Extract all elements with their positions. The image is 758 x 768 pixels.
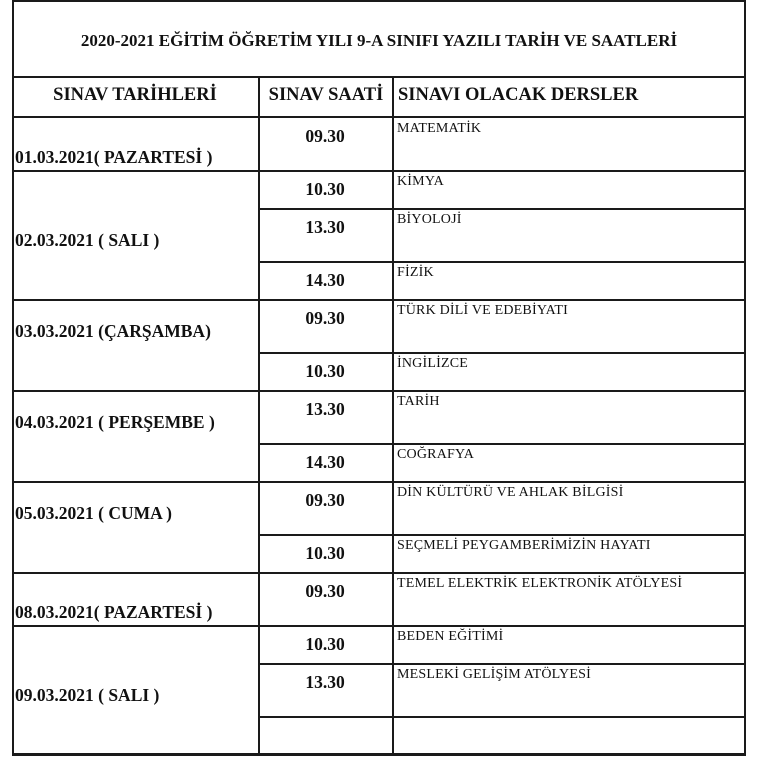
row-divider [258,572,746,574]
day-divider [12,625,258,627]
exam-time: 09.30 [305,581,345,601]
exam-time: 09.30 [305,308,345,328]
exam-time: 09.30 [305,126,345,146]
exam-time: 10.30 [305,179,345,199]
exam-divider [258,352,746,354]
table-border-left [12,0,14,756]
exam-divider [258,716,746,718]
exam-subject: COĞRAFYA [397,447,475,462]
row-divider [258,299,746,301]
exam-date: 09.03.2021 ( SALI ) [15,685,160,705]
header-time: SINAV SAATİ [268,85,384,105]
day-divider [12,299,258,301]
row-divider [258,754,746,756]
row-divider [258,390,746,392]
day-divider [12,481,258,483]
exam-subject: İNGİLİZCE [397,356,469,371]
day-divider [12,390,258,392]
exam-subject: MATEMATİK [397,121,482,136]
exam-date: 08.03.2021( PAZARTESİ ) [15,602,213,622]
exam-subject: BEDEN EĞİTİMİ [397,629,504,644]
exam-date: 04.03.2021 ( PERŞEMBE ) [15,412,215,432]
header-divider [12,116,746,118]
day-divider [12,754,258,756]
exam-schedule-table [12,0,746,756]
exam-subject: FİZİK [397,265,434,280]
title-divider [12,76,746,78]
exam-subject: TARİH [397,394,440,409]
day-divider [12,170,258,172]
exam-date: 01.03.2021( PAZARTESİ ) [15,147,213,167]
exam-date: 02.03.2021 ( SALI ) [15,230,160,250]
exam-subject: DİN KÜLTÜRÜ VE AHLAK BİLGİSİ [397,485,624,500]
exam-time: 09.30 [305,490,345,510]
row-divider [258,663,746,665]
row-divider [258,481,746,483]
table-border-right [744,0,746,756]
page-title: 2020-2021 EĞİTİM ÖĞRETİM YILI 9-A SINIFI YAZILI TARİH VE SAATLERİ [80,31,678,50]
exam-date: 05.03.2021 ( CUMA ) [15,503,172,523]
day-divider [12,572,258,574]
table-border-top [12,0,746,2]
exam-time: 10.30 [305,634,345,654]
exam-subject: SEÇMELİ PEYGAMBERİMİZİN HAYATI [397,538,651,553]
exam-divider [258,170,746,172]
exam-subject: KİMYA [397,174,444,189]
exam-time: 10.30 [305,361,345,381]
exam-time: 13.30 [305,672,345,692]
exam-time: 10.30 [305,543,345,563]
exam-divider [258,534,746,536]
exam-date: 03.03.2021 (ÇARŞAMBA) [15,321,211,341]
exam-time: 14.30 [305,452,345,472]
exam-subject: TÜRK DİLİ VE EDEBİYATI [397,303,568,318]
row-divider [258,208,746,210]
exam-subject: TEMEL ELEKTRİK ELEKTRONİK ATÖLYESİ [397,576,683,591]
exam-divider [258,261,746,263]
exam-subject: MESLEKİ GELİŞİM ATÖLYESİ [397,667,591,682]
header-date: SINAV TARİHLERİ [53,85,217,105]
exam-subject: BİYOLOJİ [397,212,462,227]
header-subject: SINAVI OLACAK DERSLER [398,85,639,105]
column-divider-2 [392,76,394,755]
exam-divider [258,625,746,627]
exam-time: 13.30 [305,217,345,237]
exam-time: 14.30 [305,270,345,290]
exam-divider [258,443,746,445]
exam-time: 13.30 [305,399,345,419]
